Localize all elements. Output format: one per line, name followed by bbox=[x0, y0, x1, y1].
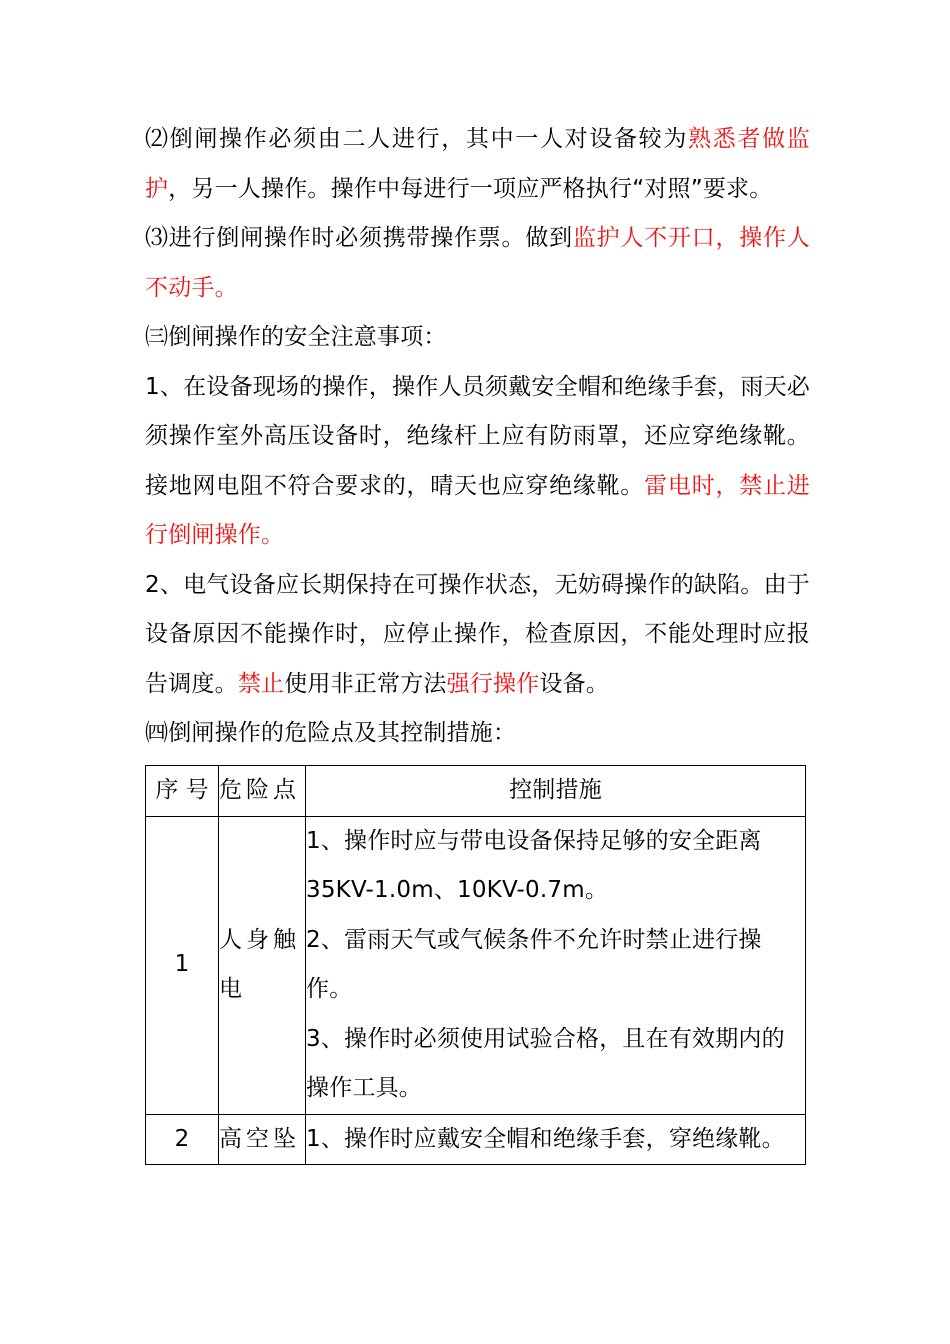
section-heading-safety: ㈢倒闸操作的安全注意事项： bbox=[145, 324, 447, 350]
text-run: 1、在设备现场的操作，操作人员须戴安全帽和绝缘手套，雨天必须操作室外高压设备时，绝缘杆上应有防雨罩，还应穿绝缘靴。接地网电阻不符合要求的，晴天也应穿绝缘靴。 bbox=[145, 373, 810, 499]
measure-item: 1、操作时应与带电设备保持足够的安全距离35KV-1.0m、10KV-0.7m。 bbox=[306, 827, 762, 903]
cell-measures bbox=[306, 816, 806, 1114]
document-body bbox=[145, 115, 810, 1165]
emphasis-text: 禁止 bbox=[237, 670, 285, 697]
text-run: ⑵倒闸操作必须由二人进行，其中一人对设备较为 bbox=[145, 126, 689, 152]
measure-item: 2、雷雨天气或气候条件不允许时禁止进行操作。 bbox=[306, 926, 762, 1002]
text-run: ⑶进行倒闸操作时必须携带操作票。做到 bbox=[145, 225, 573, 251]
paragraph-two-person-operation bbox=[145, 115, 810, 214]
emphasis-text: 强行操作 bbox=[446, 670, 540, 697]
hazard-control-table bbox=[145, 765, 806, 1166]
header-cell-hazard: 危险点 bbox=[219, 765, 306, 816]
text-run: ，另一人操作。操作中每进行一项应严格执行“对照”要求。 bbox=[168, 175, 773, 202]
emphasis-text: 雷电时，禁止进行倒闸操作。 bbox=[145, 472, 810, 548]
cell-number: 2 bbox=[146, 1114, 219, 1165]
emphasis-text: 监护人不开口，操作人不动手。 bbox=[145, 225, 811, 301]
cell-hazard: 人身触电 bbox=[219, 816, 306, 1114]
header-cell-measures: 控制措施 bbox=[306, 765, 806, 816]
cell-number: 1 bbox=[146, 816, 219, 1114]
text-run: 2、电气设备应长期保持在可操作状态，无妨碍操作的缺陷。由于设备原因不能操作时，应停止操作，检查原因，不能处理时应报告调度。 bbox=[145, 571, 810, 697]
table-row bbox=[146, 816, 806, 1114]
measure-item: 1、操作时应戴安全帽和绝缘手套，穿绝缘靴。 bbox=[306, 1125, 785, 1152]
table-row bbox=[146, 1114, 806, 1165]
section-heading-hazards: ㈣倒闸操作的危险点及其控制措施： bbox=[145, 720, 517, 746]
measure-item: 3、操作时必须使用试验合格，且在有效期内的操作工具。 bbox=[306, 1025, 785, 1101]
text-run: 使用非正常方法 bbox=[284, 670, 447, 697]
table-header-row bbox=[146, 765, 806, 816]
paragraph-operation-ticket bbox=[145, 214, 810, 313]
emphasis-text: 熟悉者做监护 bbox=[145, 126, 810, 202]
text-run: 设备。 bbox=[539, 670, 610, 697]
cell-measures bbox=[306, 1114, 806, 1165]
paragraph-safety-item-2 bbox=[145, 561, 810, 710]
cell-hazard: 高空坠 bbox=[219, 1114, 306, 1165]
paragraph-safety-item-1 bbox=[145, 363, 810, 561]
header-cell-number: 序 号 bbox=[146, 765, 219, 816]
